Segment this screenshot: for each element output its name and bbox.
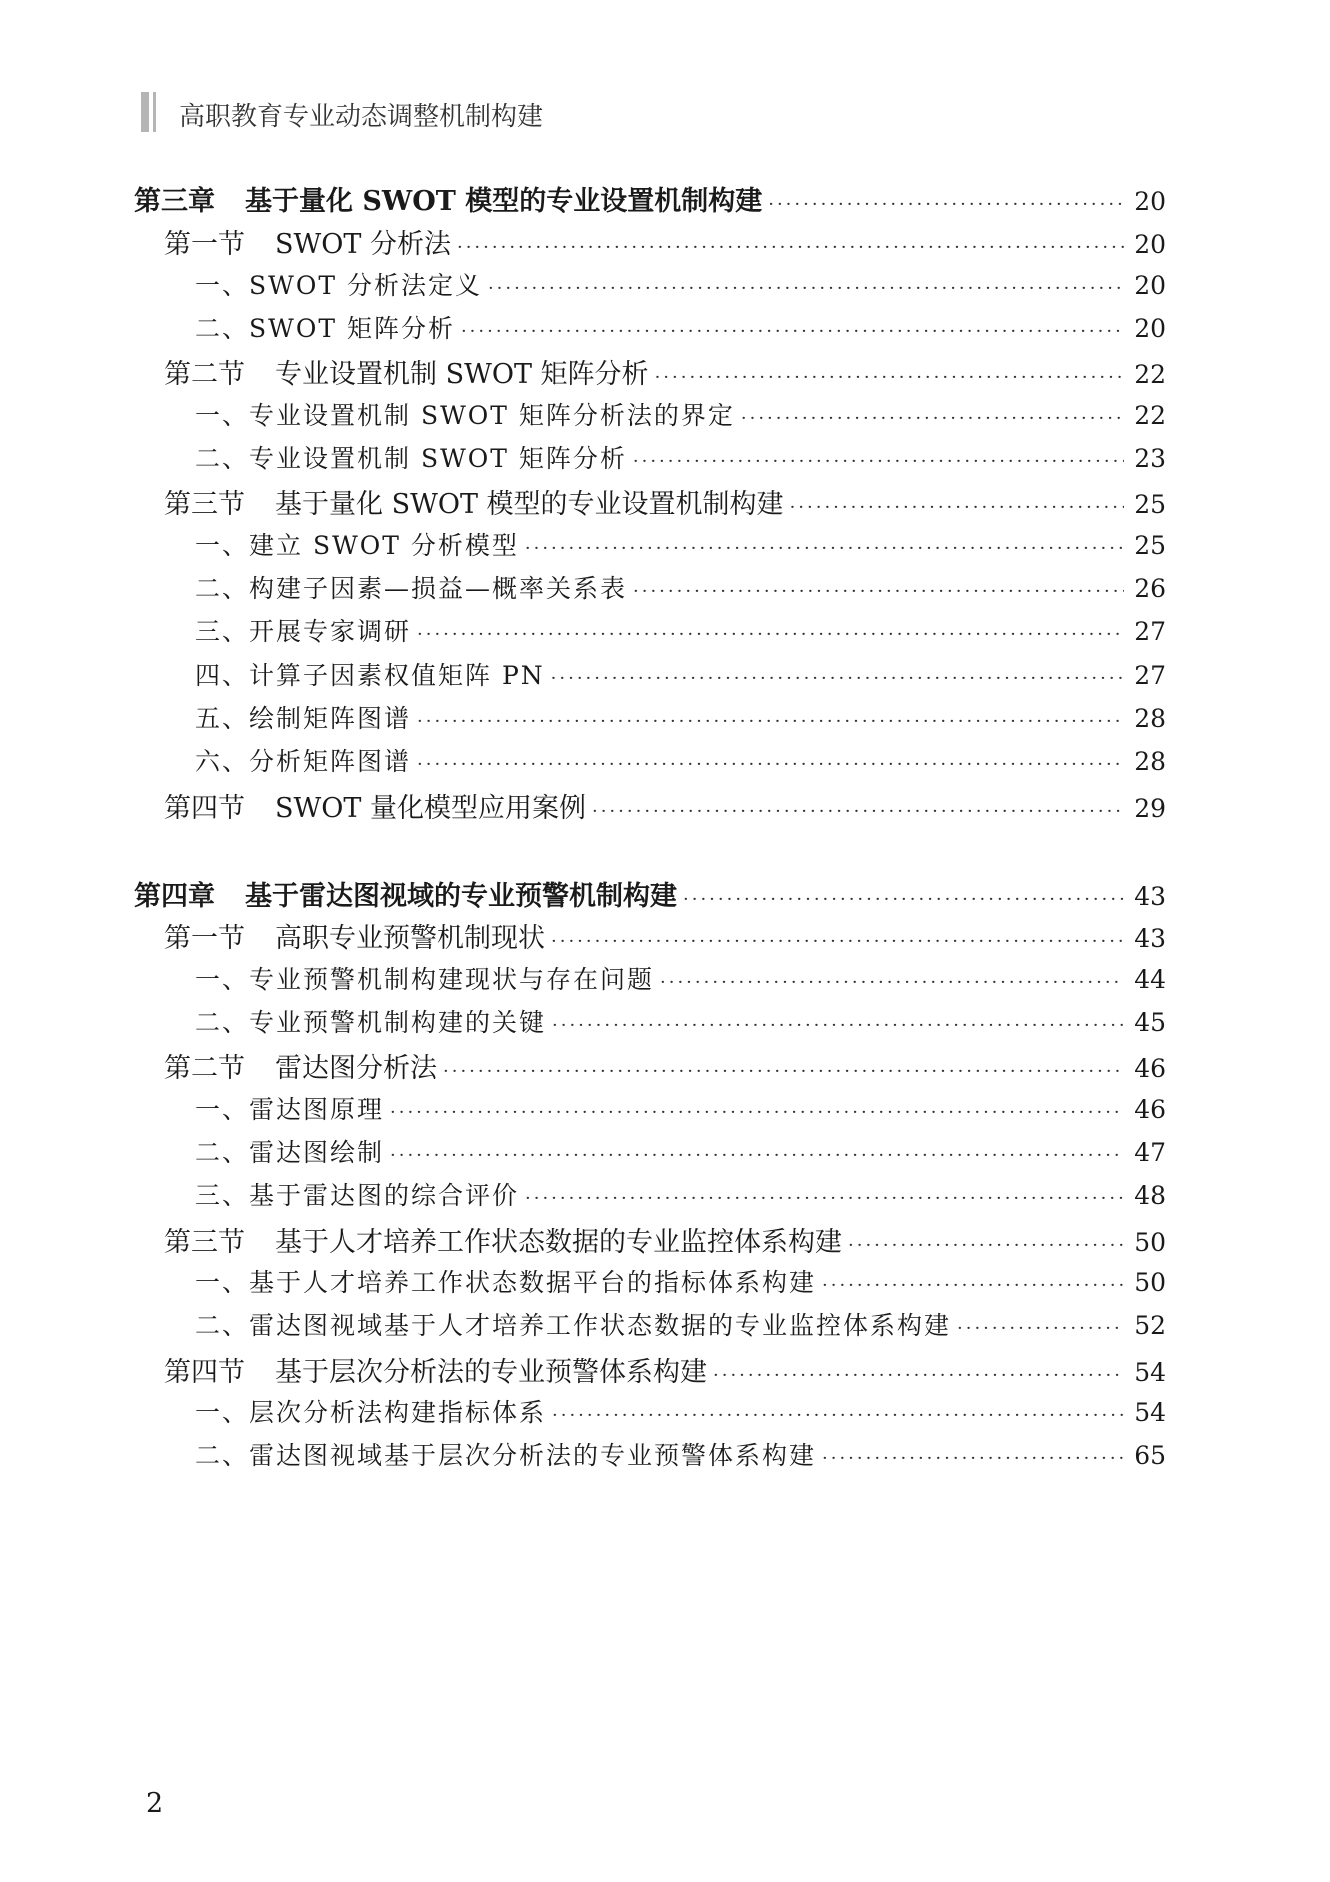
dot-leader [443,1061,1124,1082]
toc-entry-section[interactable] [134,222,1166,262]
toc-entry-title: 二、专业预警机制构建的关键 [195,1008,547,1037]
toc-entry-title: 基于量化 SWOT 模型的专业设置机制构建 [245,186,763,217]
toc-entry-number: 第三节 [164,1227,245,1258]
toc-entry-page: 25 [1134,531,1166,560]
toc-entry-label [195,742,411,778]
toc-entry-section[interactable] [134,352,1166,392]
dot-leader [660,972,1124,993]
toc-entry-label [195,526,519,562]
dot-leader [768,194,1124,215]
dot-leader [552,1015,1124,1036]
toc-entry-label [195,439,627,475]
toc-entry-number: 第一节 [164,923,245,954]
dot-leader [551,931,1124,952]
dot-leader [551,668,1124,689]
toc-entry-page: 52 [1134,1311,1166,1340]
toc-entry-label [164,916,545,955]
toc-entry-item[interactable] [134,699,1166,739]
toc-entry-label [134,179,762,218]
toc-entry-section[interactable] [134,786,1166,826]
dot-leader [461,321,1124,342]
toc-entry-title: 一、雷达图原理 [195,1095,385,1124]
toc-entry-number: 第一节 [164,229,245,260]
toc-entry-label [164,482,784,521]
dot-leader [417,754,1124,775]
toc-entry-item[interactable] [134,396,1166,436]
toc-entry-page: 48 [1134,1181,1166,1210]
toc-entry-title: 一、专业设置机制 SWOT 矩阵分析法的界定 [195,401,735,430]
toc-entry-page: 54 [1134,1398,1166,1427]
toc-entry-page: 26 [1134,574,1166,603]
dot-leader [683,889,1124,910]
toc-entry-title: SWOT 分析法 [275,229,451,260]
page-number: 2 [146,1788,164,1819]
toc-entry-page: 45 [1134,1008,1166,1037]
toc-entry-label [195,1090,384,1126]
toc-entry-label [195,569,627,605]
dot-leader [848,1235,1124,1256]
toc-entry-page: 20 [1134,271,1166,300]
toc-entry-number: 第三章 [134,186,215,217]
toc-entry-title: 雷达图分析法 [275,1053,437,1084]
toc-entry-page: 43 [1134,882,1166,911]
toc-entry-page: 20 [1134,314,1166,343]
toc-entry-label [195,656,545,692]
toc-entry-title: 二、雷达图绘制 [195,1138,385,1167]
toc-entry-page: 46 [1134,1095,1166,1124]
toc-entry-page: 44 [1134,965,1166,994]
toc-entry-section[interactable] [134,916,1166,956]
toc-entry-item[interactable] [134,1003,1166,1043]
running-header-title: 高职教育专业动态调整机制构建 [179,102,544,132]
toc-entry-page: 22 [1134,401,1166,430]
toc-entry-title: SWOT 量化模型应用案例 [275,793,586,824]
toc-entry-item[interactable] [134,439,1166,479]
toc-entry-title: 专业设置机制 SWOT 矩阵分析 [275,359,649,390]
toc-entry-item[interactable] [134,960,1166,1000]
toc-entry-title: 一、基于人才培养工作状态数据平台的指标体系构建 [195,1268,817,1297]
toc-entry-page: 46 [1134,1054,1166,1083]
toc-entry-page: 20 [1134,230,1166,259]
toc-entry-label [134,874,677,913]
toc-entry-label [195,1263,816,1299]
toc-entry-title: 一、建立 SWOT 分析模型 [195,531,519,560]
toc-entry-label [195,1436,816,1472]
toc-entry-title: 二、专业设置机制 SWOT 矩阵分析 [195,444,627,473]
toc-entry-title: 一、层次分析法构建指标体系 [195,1398,547,1427]
toc-entry-page: 20 [1134,187,1166,216]
dot-leader [525,1188,1124,1209]
dot-leader [822,1448,1124,1469]
toc-entry-item[interactable] [134,1090,1166,1130]
dot-leader [417,711,1124,732]
toc-entry-title: 二、雷达图视域基于人才培养工作状态数据的专业监控体系构建 [195,1311,952,1340]
toc-entry-chapter[interactable] [134,179,1166,219]
toc-entry-title: 二、构建子因素—损益—概率关系表 [195,574,628,603]
dot-leader [790,497,1124,518]
toc-entry-item[interactable] [134,1436,1166,1476]
toc-entry-label [195,1003,546,1039]
toc-entry-title: 五、绘制矩阵图谱 [195,704,412,733]
toc-entry-title: 二、雷达图视域基于层次分析法的专业预警体系构建 [195,1441,817,1470]
dot-leader [525,538,1124,559]
dot-leader [390,1102,1124,1123]
dot-leader [633,451,1124,472]
dot-leader [457,237,1124,258]
dot-leader [633,581,1124,602]
toc-entry-number: 第四节 [164,793,245,824]
dot-leader [655,367,1124,388]
toc-entry-label [195,1133,384,1169]
toc-entry-number: 第四节 [164,1357,245,1388]
toc-entry-item[interactable] [134,1306,1166,1346]
toc-entry-item[interactable] [134,1176,1166,1216]
toc-entry-label [195,396,735,432]
toc-entry-item[interactable] [134,612,1166,652]
toc-entry-section[interactable] [134,1046,1166,1086]
toc-entry-label [195,1306,951,1342]
toc-entry-page: 43 [1134,924,1166,953]
dot-leader [957,1318,1124,1339]
dot-leader [741,408,1124,429]
toc-entry-page: 50 [1134,1228,1166,1257]
toc-entry-page: 28 [1134,747,1166,776]
dot-leader [417,624,1124,645]
toc-entry-item[interactable] [134,1263,1166,1303]
dot-leader [713,1365,1124,1386]
toc-entry-title: 基于人才培养工作状态数据的专业监控体系构建 [275,1227,842,1258]
toc-entry-item[interactable] [134,569,1166,609]
toc-entry-item[interactable] [134,742,1166,782]
toc-entry-item[interactable] [134,656,1166,696]
toc-entry-item[interactable] [134,309,1166,349]
toc-entry-label [164,1350,707,1389]
toc-entry-title: 三、基于雷达图的综合评价 [195,1181,520,1210]
toc-entry-page: 23 [1134,444,1166,473]
toc-entry-title: 四、计算子因素权值矩阵 PN [195,661,545,690]
header-bar-decoration [153,92,156,132]
toc-entry-label [195,1176,519,1212]
toc-entry-title: 基于层次分析法的专业预警体系构建 [275,1357,707,1388]
toc-entry-chapter[interactable] [134,874,1166,914]
toc-entry-item[interactable] [134,1393,1166,1433]
toc-entry-label [164,222,451,261]
toc-entry-page: 27 [1134,661,1166,690]
toc-entry-label [164,1220,842,1259]
toc-entry-page: 25 [1134,490,1166,519]
toc-entry-page: 29 [1134,794,1166,823]
header-bar-decoration [141,92,149,132]
toc-entry-label [164,1046,437,1085]
toc-entry-label [195,612,411,648]
toc-entry-title: 基于量化 SWOT 模型的专业设置机制构建 [275,489,784,520]
toc-entry-title: 二、SWOT 矩阵分析 [195,314,455,343]
toc-entry-number: 第三节 [164,489,245,520]
toc-entry-page: 50 [1134,1268,1166,1297]
toc-entry-number: 第二节 [164,359,245,390]
toc-entry-section[interactable] [134,482,1166,522]
toc-entry-page: 47 [1134,1138,1166,1167]
toc-entry-title: 基于雷达图视域的专业预警机制构建 [245,881,677,912]
dot-leader [822,1275,1124,1296]
toc-entry-label [195,699,411,735]
toc-entry-number: 第四章 [134,881,215,912]
dot-leader [390,1145,1124,1166]
toc-entry-number: 第二节 [164,1053,245,1084]
toc-entry-section[interactable] [134,1350,1166,1390]
toc-entry-title: 六、分析矩阵图谱 [195,747,412,776]
toc-entry-section[interactable] [134,1220,1166,1260]
toc-entry-page: 54 [1134,1358,1166,1387]
toc-entry-title: 高职专业预警机制现状 [275,923,545,954]
toc-entry-label [164,352,649,391]
toc-entry-page: 28 [1134,704,1166,733]
toc-entry-page: 22 [1134,360,1166,389]
toc-entry-label [195,309,455,345]
toc-entry-label [195,266,482,302]
dot-leader [592,801,1124,822]
toc-entry-item[interactable] [134,266,1166,306]
toc-entry-title: 一、SWOT 分析法定义 [195,271,482,300]
toc-entry-title: 三、开展专家调研 [195,617,412,646]
toc-entry-label [195,960,654,996]
dot-leader [488,278,1124,299]
toc-entry-title: 一、专业预警机制构建现状与存在问题 [195,965,655,994]
toc-entry-page: 65 [1134,1441,1166,1470]
toc-entry-label [195,1393,546,1429]
dot-leader [552,1405,1124,1426]
toc-entry-label [164,786,586,825]
toc-entry-item[interactable] [134,526,1166,566]
toc-entry-page: 27 [1134,617,1166,646]
toc-entry-item[interactable] [134,1133,1166,1173]
